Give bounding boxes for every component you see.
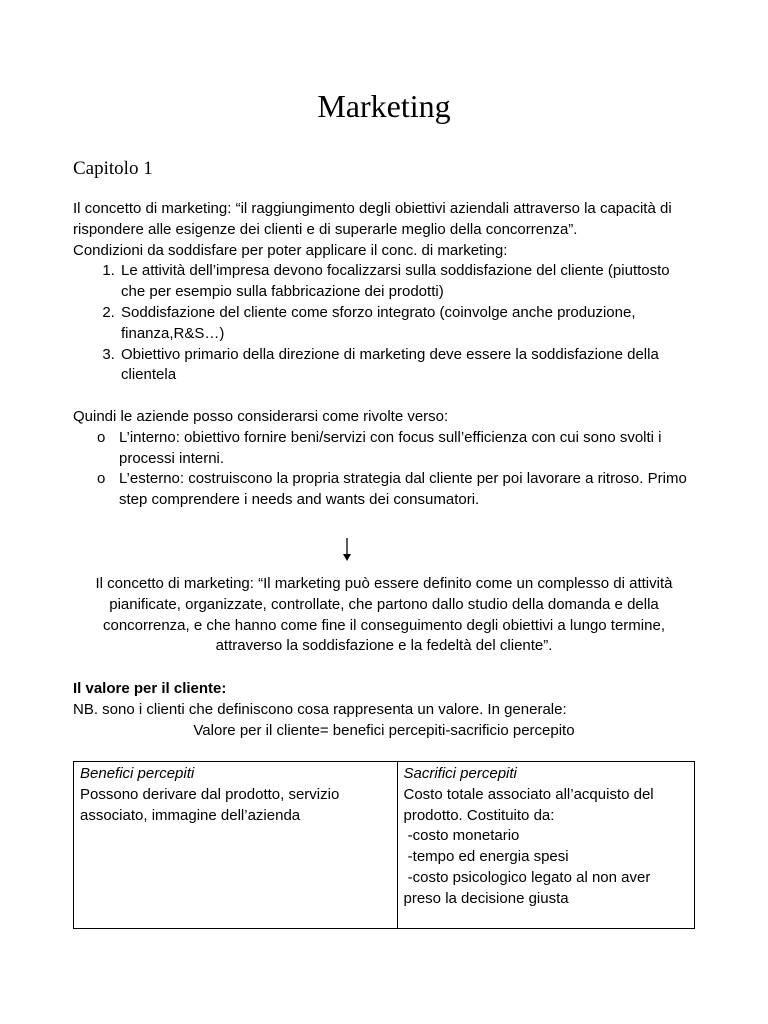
sacrifices-header: Sacrifici percepiti	[403, 765, 517, 782]
page-title: Marketing	[317, 88, 451, 124]
orientation-intro: Quindi le aziende posso considerarsi come rivolte verso:	[73, 407, 449, 425]
list-item	[73, 428, 695, 470]
circle-bullet-icon: o	[97, 428, 106, 446]
list-item: 3. Obiettivo primario della direzione di marketing deve essere la soddisfazione della clientela	[119, 345, 695, 387]
value-heading: Il valore per il cliente:	[73, 680, 227, 697]
intro-section	[73, 199, 695, 511]
list-item: 1. Le attività dell’impresa devono focalizzarsi sulla soddisfazione del cliente (piuttosto che per esempio sulla fabbricazione dei prodotti)	[119, 261, 695, 303]
orientation-text: L’interno: obiettivo fornire beni/servizi con focus sull’efficienza con cui sono svolti i processi interni.	[119, 428, 662, 467]
value-section	[73, 679, 695, 741]
conditions-intro: Condizioni da soddisfare per poter applicare il conc. di marketing:	[73, 241, 508, 259]
list-item	[73, 469, 695, 511]
down-arrow-icon	[337, 537, 357, 563]
spacer	[73, 386, 695, 407]
value-note: NB. sono i clienti che definiscono cosa rappresenta un valore. In generale:	[73, 700, 567, 718]
conditions-list	[73, 261, 695, 386]
benefits-cell	[74, 762, 398, 929]
benefits-header: Benefici percepiti	[80, 765, 195, 782]
list-item: -tempo ed energia spesi	[403, 848, 569, 866]
table-row	[74, 762, 695, 929]
orientation-text: L’esterno: costruiscono la propria strategia dal cliente per poi lavorare a ritroso. Primo step comprendere i needs and wants dei consumatori.	[119, 470, 687, 509]
chapter-heading: Capitolo 1	[73, 158, 153, 179]
value-formula: Valore per il cliente= benefici percepiti-sacrificio percepito	[193, 721, 575, 739]
benefits-text: Possono derivare dal prodotto, servizio associato, immagine dell’azienda	[80, 785, 340, 824]
sacrifices-cell	[397, 762, 695, 929]
orientation-list	[73, 428, 695, 511]
circle-bullet-icon: o	[97, 470, 106, 488]
concept-quote: Il concetto di marketing: “Il marketing può essere definito come un complesso di attività pianificate, organizzate, controllate, che partono dallo studio della domanda e della concorrenza, e che hanno come fine il conseguimento degli obiettivi a lungo termine, attraverso la soddisfazione e la fedeltà del cliente”.	[95, 575, 673, 655]
value-table	[73, 761, 695, 929]
sacrifices-text: Costo totale associato all’acquisto del prodotto. Costituito da:	[403, 785, 654, 824]
list-item: -costo monetario	[403, 827, 520, 845]
list-item: -costo psicologico legato al non aver preso la decisione giusta	[403, 868, 655, 907]
list-item: 2. Soddisfazione del cliente come sforzo integrato (coinvolge anche produzione, finanza,R&S…)	[119, 303, 695, 345]
concept-definition: Il concetto di marketing: “il raggiungimento degli obiettivi aziendali attraverso la capacità di rispondere alle esigenze dei clienti e di superarle meglio della concorrenza”.	[73, 200, 672, 238]
